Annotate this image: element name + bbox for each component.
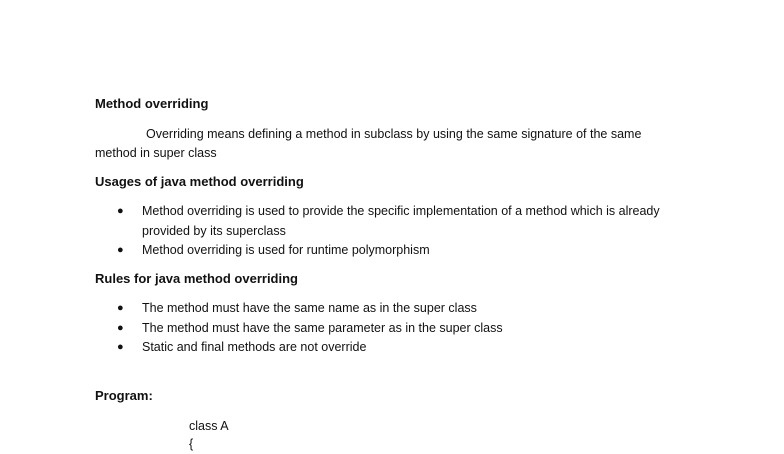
list-item-text: Method overriding is used to provide the specific implementation of a method which is already provided by its superclass	[142, 204, 660, 238]
bullet-icon: ●	[117, 302, 124, 314]
list-item	[0, 202, 662, 241]
heading-rules: Rules for java method overriding	[95, 271, 298, 286]
code-line: {	[189, 437, 194, 451]
list-item-text: Static and final methods are not override	[142, 340, 367, 354]
list-item	[0, 319, 662, 339]
list-item	[0, 241, 662, 261]
bullet-icon: ●	[117, 341, 124, 353]
code-line: class A	[189, 419, 229, 433]
list-item-text: Method overriding is used for runtime polymorphism	[142, 243, 430, 257]
list-item-text: The method must have the same name as in the super class	[142, 301, 477, 315]
list-item	[0, 299, 662, 319]
bullet-icon: ●	[117, 205, 124, 217]
usages-list	[0, 202, 662, 261]
heading-program: Program:	[95, 388, 153, 403]
heading-usages: Usages of java method overriding	[95, 174, 304, 189]
bullet-icon: ●	[117, 244, 124, 256]
heading-method-overriding: Method overriding	[95, 96, 209, 111]
list-item-text: The method must have the same parameter as in the super class	[142, 320, 503, 335]
list-item	[0, 338, 662, 358]
bullet-icon: ●	[117, 321, 124, 334]
rules-list	[0, 299, 662, 358]
intro-paragraph: Overriding means defining a method in subclass by using the same signature of the same method in super class	[95, 127, 642, 160]
